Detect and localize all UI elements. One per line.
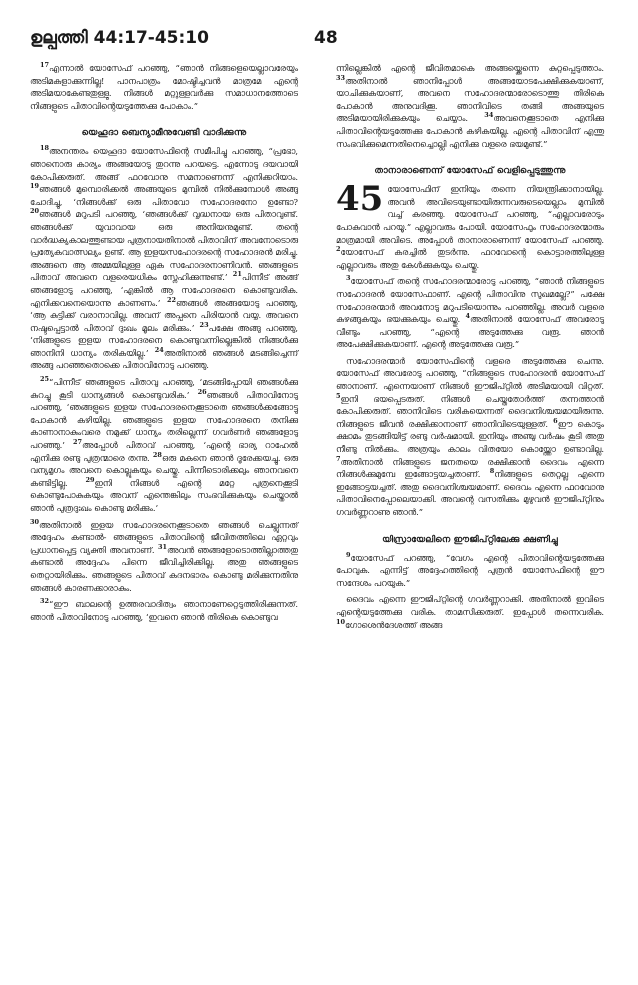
verse-paragraph <box>30 62 298 112</box>
page-number: 48 <box>314 28 338 48</box>
verse-paragraph <box>336 355 604 519</box>
verse-text: അതിനാൽ ഞാനിപ്പോൾ അങ്ങയോടപേക്ഷിക്കുകയാണ്, യാചിക്കുകയാണ്, അവനെ സഹോദരന്മാരോടൊത്തു തിരികെ പോകാൻ അനുവദിക്കൂ. ഞാനിവിടെ തങ്ങി അങ്ങയുടെ അടിമയായിരിക്കുകയും ചെയ്യാം. <box>336 75 604 124</box>
verse-paragraph <box>336 593 604 631</box>
verse-number: 21 <box>232 270 242 279</box>
right-column <box>336 62 604 635</box>
verse-number: 25 <box>40 375 50 384</box>
verse-number: 8 <box>489 467 495 476</box>
verse-text: ഞങ്ങൾ മറുപടി പറഞ്ഞു, ‘ഞങ്ങൾക്ക് വൃദ്ധനായ ഒരു പിതാവുണ്ട്. ഞങ്ങൾക്ക് യുവാവായ ഒരു അനിയനുമുണ്ട്. തന്റെ വാർദ്ധക്യകാലത്തുണ്ടായ പുത്രനായതിനാൽ പിതാവിന് അവനോടൊരു പ്രത്യേകവാത്സല്യം ഉണ്ട്. ആ ഇളയസഹോദരന്റെ സഹോദരൻ മരിച്ചു. അങ്ങനെ ആ അമ്മയിലുള്ള ഏക സഹോദരനാണിവൻ. ഞങ്ങളുടെ പിതാവ് അവനെ വളരെയധികം സ്നേഹിക്കുന്നുണ്ട്.’ <box>30 209 298 283</box>
verse-text: അനന്തരം യെഹൂദാ യോസേഫിന്റെ സമീപിച്ചു പറഞ്ഞു, “പ്രഭോ, ഞാനൊരു കാര്യം അങ്ങയോടു തുറന്നു പറയട്ടെ. എന്നോടു ദയവായി കോപിക്കരുത്. അങ്ങ് ഫറവോനു സമനാണെന്ന് എനിക്കറിയാം. <box>30 146 298 182</box>
chapter-number: 45 <box>336 179 384 220</box>
running-head: ഉല്പത്തി 44:17-45:10 <box>30 28 209 48</box>
verse-text: അവനെക്കൂടാതെ എനിക്കു പിതാവിന്റെയടുത്തേക്കു പോകാൻ കഴികയില്ല. എന്റെ പിതാവിന് എന്തു സംഭവിക്കുമെന്നതിനെച്ചൊല്ലി എനിക്കു വളരെ ഭയമുണ്ട്.” <box>336 113 604 149</box>
section-heading: യിസ്രായേലിനെ ഈജിപ്റ്റിലേക്കു ക്ഷണിച്ചു <box>382 533 558 545</box>
verse-number: 33 <box>336 73 346 82</box>
verse-paragraph <box>336 552 604 590</box>
verse-text: “ഈ ബാലന്റെ ഉത്തരവാദിത്വം ഞാനാണേറ്റെടുത്തിരിക്കുന്നത്. ഞാൻ പിതാവിനോടു പറഞ്ഞു, ‘ഇവനെ ഞാൻ തിരികെ കൊണ്ടുവ <box>30 599 298 622</box>
verse-text: ഞങ്ങൾ അങ്ങയോടു പറഞ്ഞു, ‘ആ കുട്ടിക്ക് വരാനാവില്ല. അവന് അപ്പനെ പിരിയാൻ വയ്യ. അവനെ നഷ്ടപ്പെട്ടാൽ പിതാവ് ദുഃഖം മൂലം മരിക്കും.’ <box>30 297 298 333</box>
verse-number: 27 <box>72 438 83 447</box>
verse-text: നിങ്ങളുടെ തെറ്റല്ല എന്നെ ഇങ്ങോട്ടയച്ചത്. അതു ദൈവനിശ്ചയമാണ്. ദൈവം എന്നെ ഫറവോനു പിതാവിനെപ്പോലെയാക്കി. അവന്റെ വസതിക്കും മുഴുവൻ ഈജിപ്റ്റിനും ഗവർണ്ണറാണു ഞാൻ.” <box>336 469 604 517</box>
verse-text: യോസേഫ് കരച്ചിൽ തുടർന്നു. ഫറവോന്റെ കൊട്ടാരത്തിലുള്ള എല്ലാവരും അതു കേൾക്കുകയും ചെയ്തു. <box>336 247 604 270</box>
verse-number: 26 <box>197 387 207 396</box>
verse-text: “പിന്നീട് ഞങ്ങളുടെ പിതാവു പറഞ്ഞു, ‘മടങ്ങിപ്പോയി ഞങ്ങൾക്കു കുറച്ചു കൂടി ധാന്യങ്ങൾ കൊണ്ടുവരിക.’ <box>30 377 298 400</box>
verse-number: 20 <box>30 207 40 216</box>
verse-number: 30 <box>30 517 40 526</box>
verse-number: 23 <box>199 320 209 329</box>
verse-paragraph <box>30 376 298 515</box>
verse-text: സഹോദരന്മാർ യോസേഫിന്റെ വളരെ അടുത്തേക്കു ചെന്നു. യോസേഫ് അവരോടു പറഞ്ഞു, “നിങ്ങളുടെ സഹോദരൻ യോസേഫ് ഞാനാണ്. എന്നെയാണ് നിങ്ങൾ ഈജിപ്റ്റിൽ അടിമയായി വിറ്റത്. <box>336 355 604 392</box>
verse-text: ഒരു മകനെ ഞാൻ ദൂരേക്കയച്ചു. ഒരു വന്യമൃഗം അവനെ കൊല്ലുകയും ചെയ്തു. പിന്നീടൊരിക്കലും ഞാനവനെ കണ്ടിട്ടില്ല. <box>30 452 298 488</box>
verse-text: യോസേഫിന് ഇനിയും തന്നെ നിയന്ത്രിക്കാനായില്ല. അവൻ അവിടെയുണ്ടായിരുന്നവരുടെയെല്ലാം മുമ്പിൽ വച്ച് കരഞ്ഞു. യോസേഫ് പറഞ്ഞു, “എല്ലാവരോടും പോകുവാൻ പറയൂ.” എല്ലാവരും പോയി. യോസേഫും സഹോദരന്മാരും മാത്രമായി അവിടെ. അപ്പോൾ താനാരാണെന്ന് യോസേഫ് പറഞ്ഞു. <box>336 184 604 245</box>
section-heading: താനാരാണെന്ന് യോസേഫ് വെളിപ്പെടുത്തുന്നു <box>374 165 566 177</box>
verse-text: അതിനാൽ ഇളയ സഹോദരനെക്കൂടാതെ ഞങ്ങൾ ചെല്ലുന്നത് അദ്ദേഹം കണ്ടാൽ- ഞങ്ങളുടെ പിതാവിന്റെ ജീവിതത്തിലെ ഏറ്റവും പ്രധാനപ്പെട്ട വ്യക്തി അവനാണ്. <box>30 519 298 555</box>
verse-number: 17 <box>40 61 50 70</box>
verse-text: പിന്നീട് അങ്ങ് ഞങ്ങളോടു പറഞ്ഞു, ‘എങ്കിൽ ആ സഹോദരനെ കൊണ്ടുവരിക. എനിക്കവനെയൊന്നു കാണണം.’ <box>30 272 298 308</box>
verse-number: 4 <box>465 312 470 321</box>
verse-number: 29 <box>85 476 95 485</box>
verse-number: 34 <box>484 111 494 120</box>
section-heading: യെഹൂദാ ബെന്യാമീനുവേണ്ടി വാദിക്കുന്നു <box>81 127 247 139</box>
verse-text: അതിനാൽ ഞങ്ങൾ മടങ്ങിച്ചെന്ന് അങ്ങു പറഞ്ഞതൊക്കെ പിതാവിനോടു പറഞ്ഞു. <box>30 347 298 371</box>
verse-number: 31 <box>157 542 167 551</box>
verse-number: 2 <box>336 245 341 254</box>
verse-number: 6 <box>553 417 558 426</box>
verse-number: 3 <box>346 274 351 283</box>
chapter-paragraph <box>336 179 604 271</box>
verse-number: 7 <box>336 454 341 463</box>
verse-number: 24 <box>154 346 164 355</box>
verse-number: 9 <box>346 550 351 559</box>
verse-text: പക്ഷേ അങ്ങു പറഞ്ഞു, ‘നിങ്ങളുടെ ഇളയ സഹോദരനെ കൊണ്ടുവന്നില്ലെങ്കിൽ നിങ്ങൾക്കു ഞാനിനി ധാന്യം തരികയില്ല.’ <box>30 322 298 358</box>
verse-text: എന്നാൽ യോസേഫ് പറഞ്ഞു, “ഞാൻ നിങ്ങളെയെല്ലാവരേയും അടിമകളാക്കുന്നില്ല! പാനപാത്രം മോഷ്ടിച്ചവൻ മാത്രമേ എന്റെ അടിമയാകേണ്ടതുള്ളു. നിങ്ങൾ മറ്റുള്ളവർക്കു സമാധാനത്തോടെ നിങ്ങളുടെ പിതാവിന്റെയടുത്തേക്കു പോകാം.” <box>30 63 298 111</box>
verse-text: ഗോശെൻദേശത്ത് അങ്ങ <box>345 619 443 630</box>
verse-text: ഞങ്ങൾ പിതാവിനോടു പറഞ്ഞു, ‘ഞങ്ങളുടെ ഇളയ സഹോദരനെക്കൂടാതെ ഞങ്ങൾക്കങ്ങോട്ടു പോകാൻ കഴിയില്ല. ഞങ്ങളുടെ ഇളയ സഹോദരനെ തനിക്കു കാണാനാകുംവരെ നമുക്ക് ധാന്യം തരില്ലെന്ന് ഗവർണർ ഞങ്ങളോടു പറഞ്ഞു.’ <box>30 389 298 451</box>
verse-text: ദൈവം എന്നെ ഈജിപ്റ്റിന്റെ ഗവർണ്ണറാക്കി. അതിനാൽ ഇവിടെ എന്റെയടുത്തേക്കു വരിക. താമസിക്കരുത്. ഇപ്പോൾ തന്നെവരിക. <box>336 594 604 617</box>
verse-text: അവൻ ഞങ്ങളോടൊത്തില്ലാത്തതു കണ്ടാൽ അദ്ദേഹം പിന്നെ ജീവിച്ചിരിക്കില്ല. അതു ഞങ്ങളുടെ തെറ്റായിരിക്കും. ഞങ്ങളുടെ പിതാവ് കദനഭാരം കൊണ്ടു മരിക്കുന്നതിനു ഞങ്ങൾ കാരണക്കാരാകും. <box>30 544 298 593</box>
verse-number: 5 <box>336 391 341 400</box>
verse-paragraph <box>30 145 298 372</box>
verse-paragraph <box>336 275 604 351</box>
verse-paragraph <box>30 598 298 623</box>
page-header <box>30 28 610 54</box>
left-column <box>30 62 298 627</box>
verse-number: 19 <box>30 182 40 191</box>
verse-text: യോസേഫ് തന്റെ സഹോദരന്മാരോടു പറഞ്ഞു, “ഞാൻ നിങ്ങളുടെ സഹോദരൻ യോസേഫാണ്. എന്റെ പിതാവിനു സുഖമല്ലേ?” പക്ഷേ സഹോദരന്മാർ അവനോടു മറുപടിയൊന്നും പറഞ്ഞില്ല. അവർ വളരെ കുഴങ്ങുകയും ഭയക്കുകയും ചെയ്തു. <box>336 276 604 325</box>
verse-paragraph <box>30 519 298 595</box>
verse-text: ഞങ്ങൾ മുമ്പൊരിക്കൽ അങ്ങയുടെ മുമ്പിൽ നിൽക്കുമ്പോൾ അങ്ങു ചോദിച്ചു, ‘നിങ്ങൾക്ക് ഒരു പിതാവോ സഹോദരനോ ഉണ്ടോ? <box>30 184 298 207</box>
verse-text: യോസേഫ് പറഞ്ഞു, “വേഗം എന്റെ പിതാവിന്റെയടുത്തേക്കു പോവുക. എന്നിട്ട് അദ്ദേഹത്തിന്റെ പുത്രൻ യോസേഫിന്റെ ഈ സന്ദേശം പറയുക.” <box>336 552 604 588</box>
verse-text: അപ്പോൾ പിതാവ് പറഞ്ഞു, ‘എന്റെ ഭാര്യ റാഹേൽ എനിക്കു രണ്ടു പുത്രന്മാരെ തന്നു. <box>30 440 298 463</box>
verse-text: അതിനാൽ നിങ്ങളുടെ ജനതയെ രക്ഷിക്കാൻ ദൈവം എന്നെ നിങ്ങൾക്കുമുമ്പേ ഇങ്ങോട്ടയച്ചതാണ്. <box>336 456 604 480</box>
verse-text: ന്നില്ലെങ്കിൽ എന്റെ ജീവിതമാകെ അങ്ങയ്ക്കെന്നെ കുറ്റപ്പെടുത്താം. <box>336 63 604 73</box>
verse-text: അതിനാൽ യോസേഫ് അവരോടു വീണ്ടും പറഞ്ഞു, “എന്റെ അടുത്തേക്കു വരൂ. ഞാൻ അപേക്ഷിക്കുകയാണ്. എന്റെ അടുത്തേക്കു വരൂ.” <box>336 314 604 350</box>
verse-number: 10 <box>336 617 346 626</box>
verse-number: 22 <box>166 295 177 304</box>
verse-text: ഇനി ഭയപ്പെടരുത്. നിങ്ങൾ ചെയ്തതോർത്ത് തന്നത്താൻ കോപിക്കരുത്. ഞാനിവിടെ വരികയെന്നത് ദൈവനിശ്ചയമായിരുന്നു. നിങ്ങളുടെ ജീവൻ രക്ഷിക്കാനാണ് ഞാനിവിടെയുള്ളത്. <box>336 393 604 429</box>
verse-number: 28 <box>152 450 162 459</box>
verse-number: 32 <box>40 597 50 606</box>
verse-number: 18 <box>40 144 50 153</box>
verse-text: ഈ കൊടും ക്ഷാമം തുടങ്ങിയിട്ട് രണ്ടു വർഷമായി. ഇനിയും അഞ്ചു വർഷം കൂടി അതു നീണ്ടു നിൽക്കും. അത്രയും കാലം വിതയോ കൊയ്ത്തോ ഉണ്ടാവില്ല. <box>336 418 604 455</box>
verse-text: ഇനി നിങ്ങൾ എന്റെ മറ്റേ പുത്രനെക്കൂടി കൊണ്ടുപോകുകയും അവന് എന്തെങ്കിലും സംഭവിക്കുകയും ചെയ്താൽ ഞാൻ പുത്രദുഃഖം കൊണ്ടു മരിക്കും.’ <box>30 477 298 513</box>
verse-paragraph <box>336 62 604 150</box>
